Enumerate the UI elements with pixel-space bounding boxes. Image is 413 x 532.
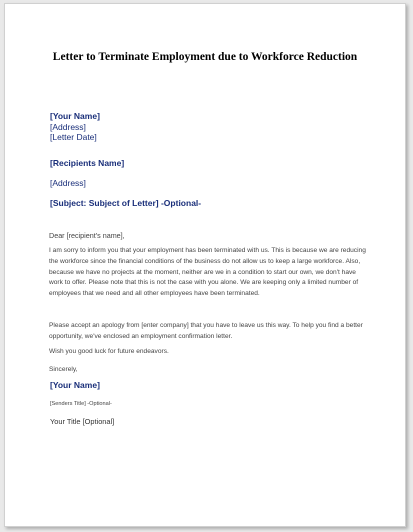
subject-line: [Subject: Subject of Letter] -Optional- bbox=[50, 198, 202, 208]
recipient-name: [Recipients Name] bbox=[50, 158, 125, 168]
sender-address: [Address] bbox=[50, 121, 86, 132]
paragraph-3: Wish you good luck for future endeavors. bbox=[49, 348, 169, 355]
sender-title-optional: [Senders Title] -Optional- bbox=[50, 401, 112, 407]
recipient-address: [Address] bbox=[50, 178, 86, 188]
letter-title: Letter to Terminate Employment due to Workforce Reduction bbox=[52, 51, 358, 63]
paragraph-1: I am sorry to inform you that your employment has been terminated with us. This is because we are reducing the workforce since the financial conditions of the business do not allow us to keep a large workforce. Also, because we have no projects at the moment, neither are we in a condition to start our own, we don't have work to offer. Please note that this is not the case with you alone. We are keeping only a limited number of employees that we need and all other employees have been terminated. bbox=[49, 247, 366, 298]
your-title-optional: Your Title [Optional] bbox=[50, 417, 115, 426]
salutation: Dear [recipient's name], bbox=[49, 231, 125, 240]
signature-name: [Your Name] bbox=[50, 380, 100, 390]
letter-date: [Letter Date] bbox=[50, 132, 97, 142]
paragraph-2: Please accept an apology from [enter company] that you have to leave us this way. To help you find a better opportunity, we've enclosed an employment confirmation letter. bbox=[49, 322, 363, 340]
sender-block bbox=[50, 111, 100, 143]
sender-name: [Your Name] bbox=[50, 111, 100, 121]
closing: Sincerely, bbox=[49, 366, 78, 373]
letter-page bbox=[4, 3, 406, 527]
